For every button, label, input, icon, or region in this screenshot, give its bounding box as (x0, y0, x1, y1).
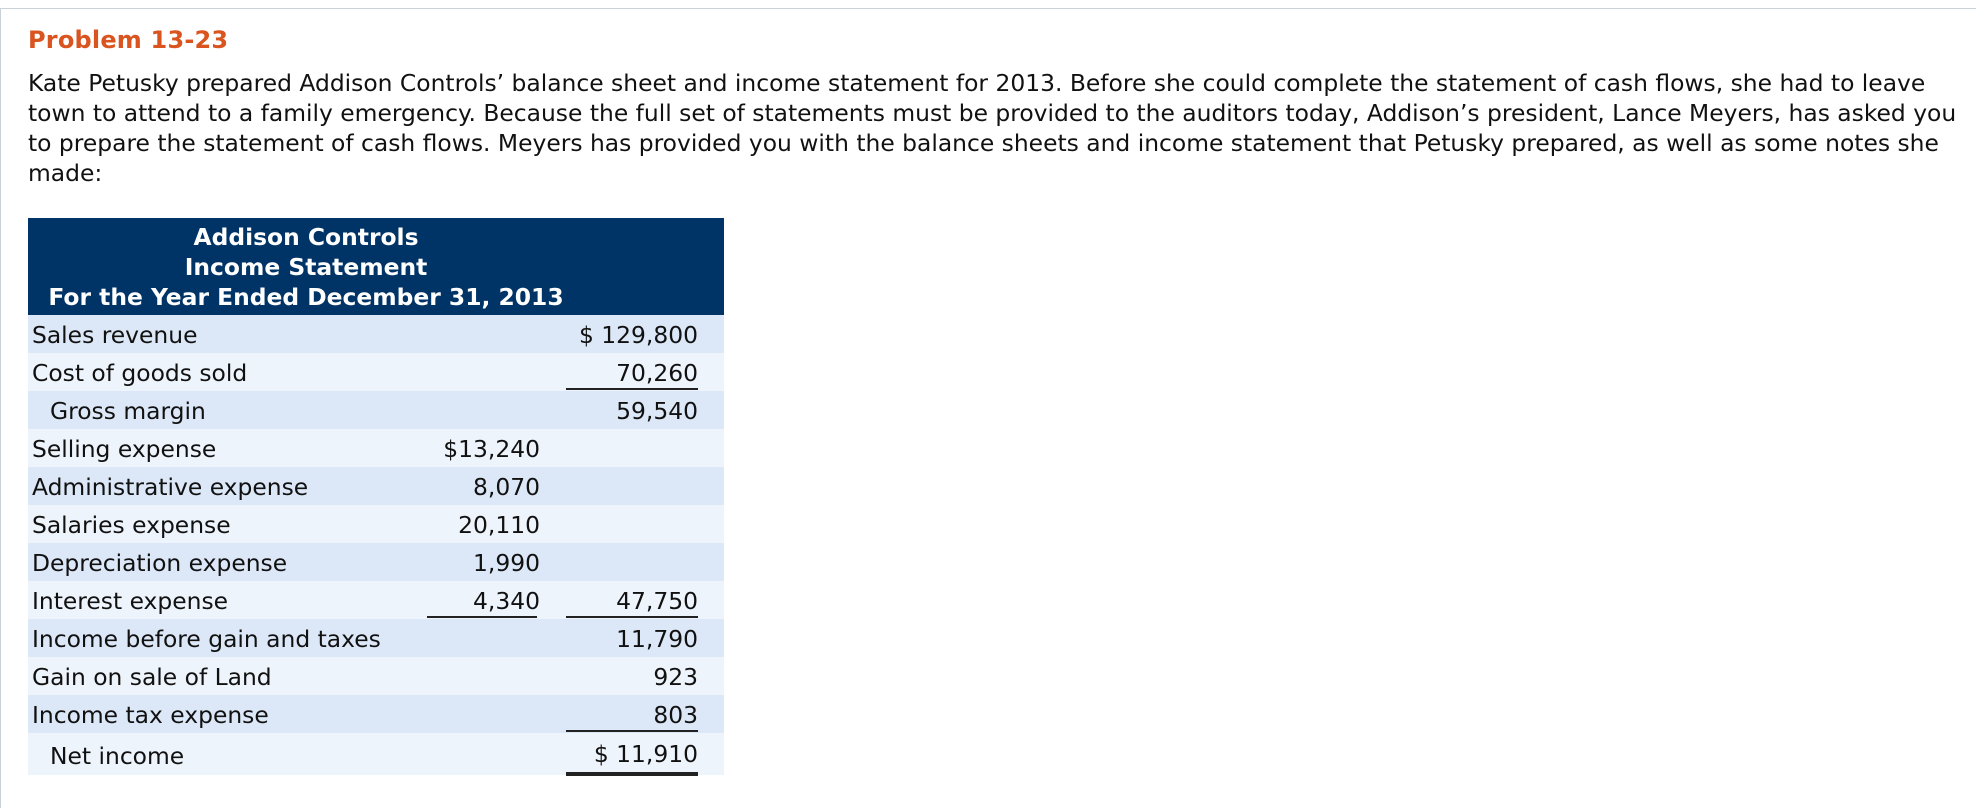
row-total-value: 59,540 (616, 397, 698, 425)
row-label: Selling expense (32, 435, 217, 463)
row-cost-of-goods-sold (28, 353, 724, 391)
row-total-value: 803 (653, 701, 698, 729)
statement-period: For the Year Ended December 31, 2013 (48, 283, 564, 311)
underline (427, 616, 537, 618)
row-total-value: 923 (653, 663, 698, 691)
row-detail-value: 4,340 (473, 587, 540, 615)
underline (566, 616, 698, 618)
row-total-value: 70,260 (616, 359, 698, 387)
row-salaries-expense (28, 505, 724, 543)
income-statement-table (28, 218, 724, 775)
row-label: Depreciation expense (32, 549, 288, 577)
row-detail-value: $13,240 (443, 435, 540, 463)
row-total-value: 47,750 (616, 587, 698, 615)
row-depreciation-expense (28, 543, 724, 581)
problem-title: Problem 13-23 (28, 26, 229, 54)
statement-header (28, 218, 724, 315)
problem-intro-text: Kate Petusky prepared Addison Controls’ balance sheet and income statement for 2013. Before she could complete the statement of cash flows, she had to leave town to attend to a family emergency. Because the full set of statements must be provided to the auditors today, Addison’s president, Lance Meyers, has asked you to prepare the statement of cash flows. Meyers has provided you with the balance sheets and income statement that Petusky prepared, as well as some notes she made: (28, 69, 1957, 187)
row-label: Administrative expense (32, 473, 309, 501)
row-detail-value: 20,110 (458, 511, 540, 539)
row-label: Gain on sale of Land (32, 663, 272, 691)
company-name: Addison Controls (193, 223, 419, 251)
row-income-tax-expense (28, 695, 724, 733)
row-label: Gross margin (50, 397, 206, 425)
row-label: Income tax expense (32, 701, 269, 729)
row-selling-expense (28, 429, 724, 467)
row-interest-expense (28, 581, 724, 619)
row-label: Interest expense (32, 587, 229, 615)
row-total-value: $ 129,800 (578, 321, 698, 349)
row-total-value: $ 11,910 (593, 740, 698, 768)
row-label: Income before gain and taxes (32, 625, 381, 653)
row-detail-value: 8,070 (473, 473, 540, 501)
row-label: Cost of goods sold (32, 359, 248, 387)
row-gain-on-sale-of-land (28, 657, 724, 695)
double-underline (566, 772, 698, 776)
underline (566, 730, 698, 732)
row-net-income (28, 733, 724, 775)
row-detail-value: 1,990 (473, 549, 540, 577)
row-label: Net income (50, 742, 185, 770)
row-sales-revenue (28, 315, 724, 353)
row-administrative-expense (28, 467, 724, 505)
row-label: Sales revenue (32, 321, 198, 349)
statement-name: Income Statement (184, 253, 428, 281)
row-gross-margin (28, 391, 724, 429)
row-label: Salaries expense (32, 511, 231, 539)
row-total-value: 11,790 (616, 625, 698, 653)
row-income-before-gain-and-taxes (28, 619, 724, 657)
underline (566, 388, 698, 390)
